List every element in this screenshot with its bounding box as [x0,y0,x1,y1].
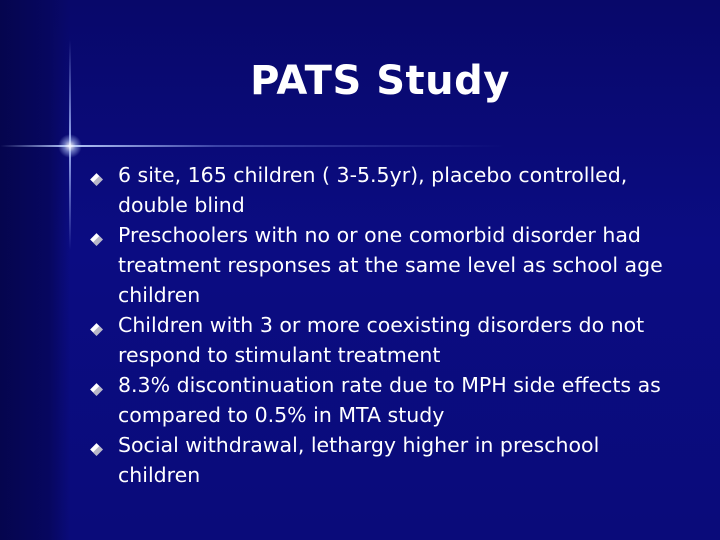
bullet-item [92,160,682,220]
slide-title: PATS Study [250,58,510,104]
sparkle-glow [58,134,82,158]
diamond-bullet-icon [90,383,103,396]
diamond-bullet-icon [90,443,103,456]
bullet-item [92,220,682,310]
bullet-text: Social withdrawal, lethargy higher in preschool children [118,433,600,487]
bullet-item [92,370,682,430]
bullet-text: Preschoolers with no or one comorbid disorder had treatment responses at the same level as school age children [118,223,663,307]
diamond-bullet-icon [90,233,103,246]
sparkle-line [0,145,720,147]
bullet-item [92,310,682,370]
bullet-text: 8.3% discontinuation rate due to MPH side effects as compared to 0.5% in MTA study [118,373,661,427]
bullet-text: Children with 3 or more coexisting disorders do not respond to stimulant treatment [118,313,645,367]
bullet-item [92,430,682,490]
diamond-bullet-icon [90,323,103,336]
diamond-bullet-icon [90,173,103,186]
bullet-text: 6 site, 165 children ( 3-5.5yr), placebo controlled, double blind [118,163,628,217]
bullet-list [92,160,682,490]
